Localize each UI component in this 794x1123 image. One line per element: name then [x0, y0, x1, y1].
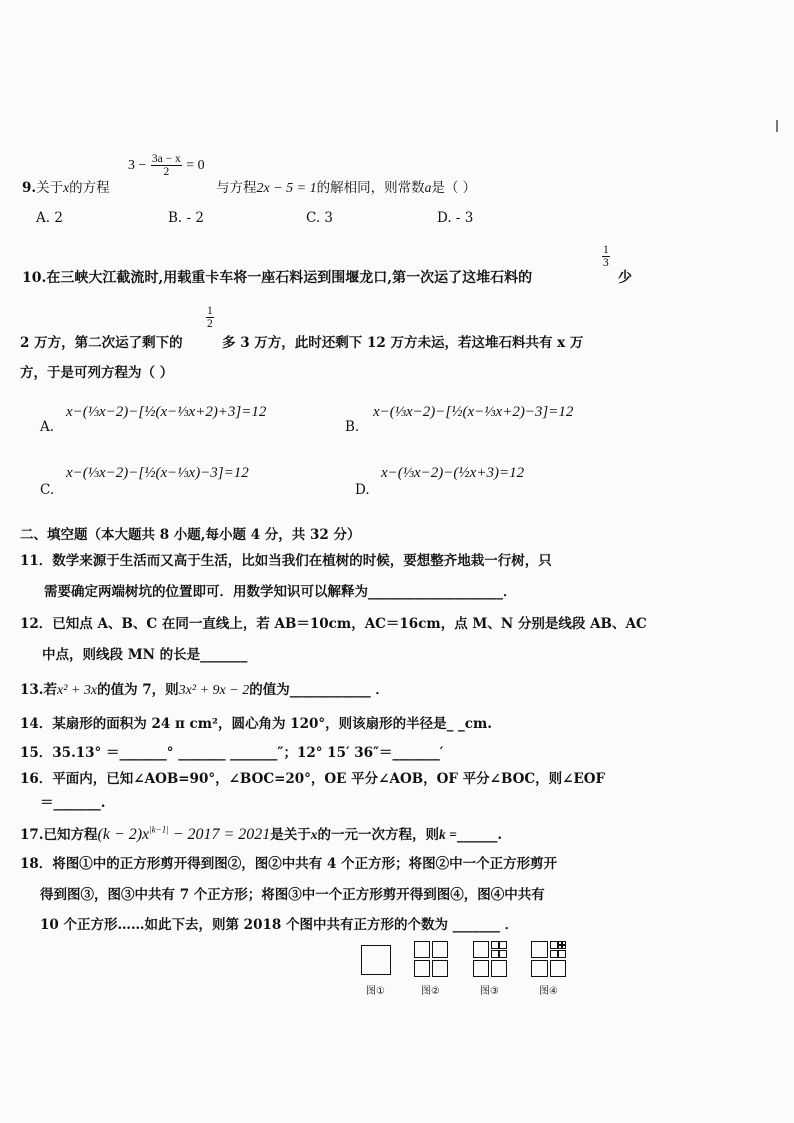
option-c-equation: x−(⅓x−2)−[½(x−⅓x)−3]=12 — [66, 465, 249, 481]
equation: $(k - 2)x^{|k-1|} - 2017 = 2021$ — [97, 824, 271, 843]
figure-3-caption: 图③ — [480, 986, 499, 997]
question-18-line-3: 10 个正方形……如此下去，则第 2018 个图中共有正方形的个数为 _______ ． — [40, 917, 519, 933]
option-b-label: B. — [345, 419, 360, 435]
question-12-line-2: 中点，则线段 MN 的长是_______ — [42, 647, 248, 663]
square — [531, 941, 548, 958]
question-18-line-1: 18．将图①中的正方形剪开得到图②，图②中共有 4 个正方形；将图②中一个正方形剪开 — [20, 856, 558, 872]
expression: x² + 3x — [57, 683, 98, 698]
square — [473, 960, 489, 977]
question-11-line-2: 需要确定两端树坑的位置即可．用数学知识可以解释为____________________． — [44, 584, 517, 600]
figure-1-caption: 图① — [366, 986, 385, 997]
square — [361, 945, 391, 975]
option-c-label: C. — [40, 482, 55, 498]
question-10-line-2a: 2 万方，第二次运了剩下的 — [20, 335, 183, 351]
square — [499, 941, 507, 949]
square — [531, 960, 548, 977]
square — [558, 950, 566, 958]
square — [491, 941, 499, 949]
question-17: 17.已知方程$(k - 2)x^{|k-1|} - 2017 = 2021$是关于x的一元一次方程，则k =______. — [20, 824, 503, 843]
option-d: D. - 3 — [437, 210, 474, 226]
question-16-line-1: 16．平面内，已知∠AOB=90°，∠BOC=20°，OE 平分∠AOB，OF 平分∠BOC，则∠EOF — [20, 771, 606, 787]
question-text: 的方程 — [69, 180, 110, 196]
figure-1 — [361, 945, 391, 975]
square — [432, 960, 448, 977]
figure-3 — [473, 941, 507, 977]
question-number: 9. — [22, 180, 37, 196]
fraction-one-third: $\frac{1}{3}$ — [603, 244, 609, 270]
square — [491, 960, 507, 977]
variable-x: x — [63, 180, 70, 195]
figure-4 — [531, 941, 567, 977]
question-15: 15．35.13° ＝_______° _______ _______″；12° 15′ 36″＝_______′ — [20, 745, 444, 761]
square — [550, 960, 566, 977]
square — [550, 941, 558, 949]
option-a: A. 2 — [36, 210, 63, 226]
option-a-equation: x−(⅓x−2)−[½(x−⅓x+2)+3]=12 — [66, 404, 267, 420]
square — [414, 960, 430, 977]
option-d-label: D. — [355, 482, 370, 498]
square — [562, 945, 566, 949]
question-14: 14．某扇形的面积为 24 π cm²，圆心角为 120°，则该扇形的半径是_ _cm. — [20, 716, 493, 732]
equation-2: 2x − 5 = 1 — [256, 181, 317, 196]
square — [432, 941, 448, 958]
expression: 3x² + 9x − 2 — [178, 683, 250, 698]
square — [499, 950, 507, 958]
question-18-line-2: 得到图③，图③中共有 7 个正方形；将图③中一个正方形剪开得到图④，图④中共有 — [40, 887, 545, 903]
section-heading: 二、填空题（本大题共 8 小题,每小题 4 分，共 32 分） — [20, 527, 361, 543]
option-b: B. - 2 — [168, 210, 204, 226]
figure-2-caption: 图② — [421, 986, 440, 997]
figure-4-caption: 图④ — [539, 986, 558, 997]
question-13: 13.若x² + 3x的值为 7，则3x² + 9x − 2的值为____________ ． — [20, 682, 389, 698]
variable-a: a — [424, 180, 432, 195]
question-10-line-3: 方，于是可列方程为（ ） — [20, 365, 174, 381]
option-d-equation: x−(⅓x−2)−(½x+3)=12 — [381, 465, 525, 481]
question-10-line-2b: 多 3 万方，此时还剩下 12 万方未运，若这堆石料共有 x 万 — [222, 335, 584, 351]
equation-1: 3 − $\frac{3a - x}{2}$ = 0 — [128, 153, 205, 179]
fraction-one-half: $\frac{1}{2}$ — [207, 305, 213, 331]
figure-2 — [414, 941, 448, 977]
square — [491, 950, 499, 958]
square — [550, 950, 558, 958]
equation-fraction: $\frac{3a - x}{2}$ — [151, 153, 181, 179]
question-10-line-1: 10.在三峡大江截流时,用载重卡车将一座石料运到围堰龙口,第一次运了这堆石料的 — [22, 270, 533, 286]
question-10-line-1-end: 少 — [618, 270, 632, 286]
answer-blank: ______. — [456, 827, 503, 843]
option-b-equation: x−(⅓x−2)−[½(x−⅓x+2)−3]=12 — [373, 404, 574, 420]
question-11-line-1: 11．数学来源于生活而又高于生活，比如当我们在植树的时候，要想整齐地栽一行树，只 — [20, 553, 552, 569]
question-16-line-2: ＝_______. — [40, 795, 106, 811]
question-text: 关于 — [36, 180, 64, 196]
question-12-line-1: 12．已知点 A、B、C 在同一直线上，若 AB＝10cm，AC＝16cm，点 M、N 分别是线段 AB、AC — [20, 616, 647, 632]
answer-blank: ____________________． — [368, 584, 517, 600]
scan-artifact-mark — [776, 120, 778, 132]
option-a-label: A. — [40, 419, 55, 435]
question-9-stem — [22, 176, 110, 196]
option-c: C. 3 — [306, 210, 334, 226]
question-9-stem-cont: 与方程2x − 5 = 1的解相同，则常数a是（ ） — [216, 180, 477, 196]
square — [473, 941, 489, 958]
square — [414, 941, 430, 958]
